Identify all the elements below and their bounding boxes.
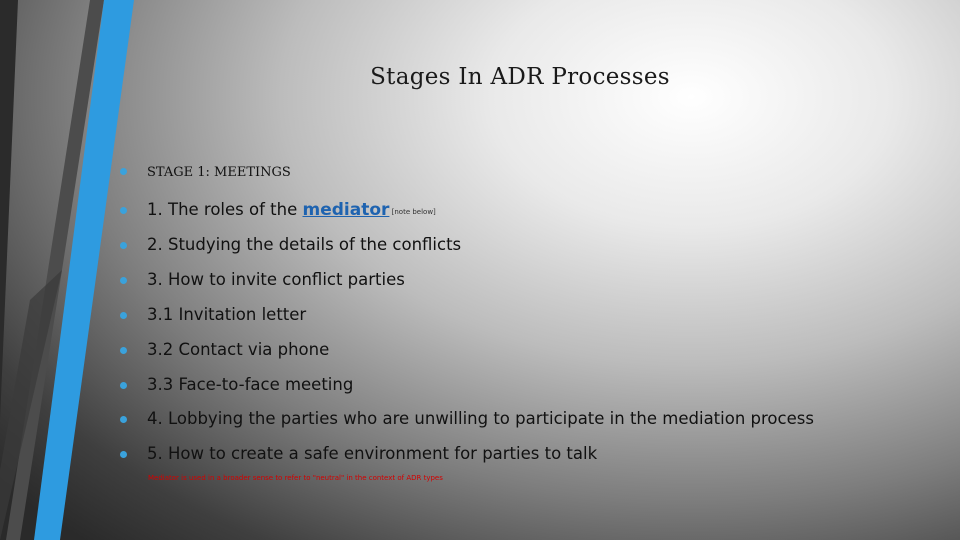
- bullet-item: [120, 405, 940, 435]
- bullet-dot: [120, 207, 127, 214]
- bullet-text: 2. Studying the details of the conflicts: [147, 235, 462, 254]
- bullet-dot: [120, 242, 127, 249]
- bullet-text: [147, 200, 436, 220]
- slide-title: Stages In ADR Processes: [370, 64, 670, 90]
- bullet-dot: [120, 277, 127, 284]
- bullet-dot: [120, 416, 127, 423]
- dark-stripe-left: [0, 0, 18, 420]
- bullet-item: [120, 371, 940, 401]
- bullet-item: [120, 440, 940, 470]
- bullet-dot: [120, 168, 127, 175]
- bullet-text: 3.3 Face-to-face meeting: [147, 375, 354, 394]
- bullet-text: 3.1 Invitation letter: [147, 305, 307, 324]
- bullet-text: STAGE 1: MEETINGS: [147, 165, 291, 180]
- bullet-text: 5. How to create a safe environment for parties to talk: [147, 444, 598, 463]
- bullet-item: [120, 336, 940, 366]
- bullet-item-stage: [120, 157, 940, 187]
- bullet-dot: [120, 382, 127, 389]
- bullet-dot: [120, 312, 127, 319]
- bullet-prefix: 1. The roles of the: [147, 200, 303, 219]
- bullet-item: [120, 301, 940, 331]
- bullet-item: [120, 231, 940, 261]
- bullet-item: [120, 266, 940, 296]
- note-below-text: [note below]: [389, 208, 436, 216]
- mediator-link[interactable]: mediator: [302, 200, 390, 220]
- bullet-text: 3.2 Contact via phone: [147, 340, 330, 359]
- bullet-text: 4. Lobbying the parties who are unwilling to participate in the mediation process: [147, 409, 814, 428]
- bullet-item-roles: [120, 196, 940, 226]
- bullet-dot: [120, 451, 127, 458]
- bullet-text: 3. How to invite conflict parties: [147, 270, 405, 289]
- bullet-dot: [120, 347, 127, 354]
- footnote: Mediator is used in a broader sense to refer to "neutral" in the context of ADR types: [148, 474, 443, 482]
- decorative-stripes: [0, 0, 140, 540]
